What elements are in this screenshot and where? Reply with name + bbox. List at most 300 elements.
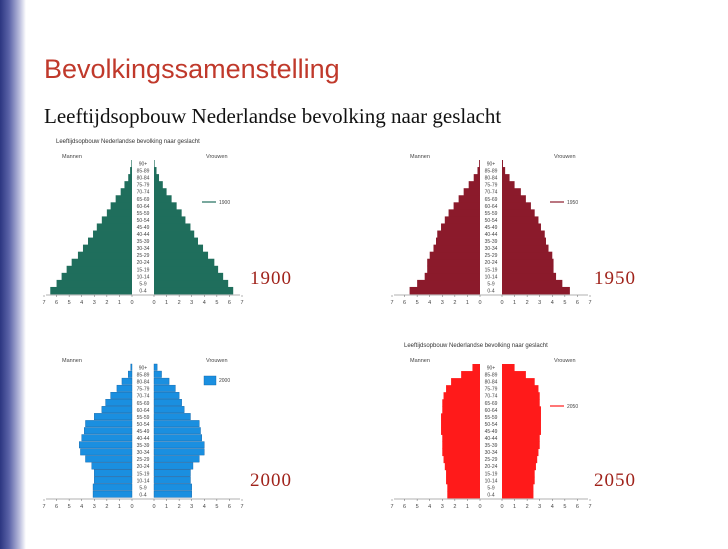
- legend-label: 2000: [219, 378, 231, 384]
- bar-men-50-54: [445, 216, 480, 223]
- bar-men-25-29: [444, 456, 480, 463]
- bar-men-85-89: [461, 371, 480, 378]
- x-tick-label: 5: [215, 300, 219, 306]
- x-tick-label: 5: [415, 300, 419, 306]
- age-label: 50-54: [136, 217, 150, 224]
- age-label: 60-64: [136, 407, 150, 414]
- x-tick-label: 0: [130, 504, 134, 510]
- age-label: 70-74: [484, 189, 498, 196]
- x-tick-label: 2: [453, 300, 457, 306]
- bar-men-25-29: [430, 252, 480, 259]
- bar-women-80-84: [502, 174, 510, 181]
- bar-women-30-34: [154, 449, 204, 455]
- x-tick-label: 5: [563, 504, 567, 510]
- bar-men-15-19: [427, 266, 480, 273]
- bar-men-80-84: [122, 378, 132, 384]
- bar-women-10-14: [154, 477, 190, 483]
- x-tick-label: 4: [550, 300, 554, 306]
- age-label: 30-34: [484, 246, 498, 253]
- age-label: 0-4: [487, 288, 495, 295]
- bar-women-45-49: [502, 427, 541, 434]
- bar-men-90+: [131, 364, 132, 370]
- bar-women-5-9: [502, 280, 562, 287]
- x-tick-label: 3: [440, 504, 444, 510]
- bar-men-60-64: [454, 202, 480, 209]
- bar-men-55-59: [94, 413, 132, 419]
- bar-women-80-84: [154, 174, 159, 181]
- bar-men-15-19: [446, 470, 480, 477]
- bar-men-20-24: [445, 463, 480, 470]
- age-label: 55-59: [136, 210, 150, 217]
- age-label: 30-34: [484, 450, 498, 457]
- age-label: 85-89: [136, 168, 150, 175]
- bar-men-40-44: [82, 435, 132, 441]
- bar-women-70-74: [502, 188, 521, 195]
- bar-women-5-9: [154, 280, 228, 287]
- bar-men-45-49: [441, 223, 480, 230]
- age-label: 10-14: [136, 274, 150, 281]
- bar-men-70-74: [111, 392, 132, 398]
- bar-women-20-24: [502, 463, 536, 470]
- bar-men-75-79: [446, 385, 480, 392]
- women-label: Vrouwen: [206, 154, 228, 160]
- pyramid-chart-1900: [44, 134, 242, 318]
- x-tick-label: 0: [478, 300, 482, 306]
- age-label: 65-69: [484, 400, 498, 407]
- x-tick-label: 7: [240, 300, 244, 306]
- x-tick-label: 4: [428, 300, 432, 306]
- bar-men-85-89: [130, 167, 132, 174]
- age-label: 65-69: [484, 196, 498, 203]
- age-label: 45-49: [484, 224, 498, 231]
- x-tick-label: 6: [55, 504, 59, 510]
- bar-women-15-19: [154, 266, 218, 273]
- x-tick-label: 0: [500, 504, 504, 510]
- age-label: 70-74: [136, 189, 150, 196]
- age-label: 15-19: [484, 267, 498, 274]
- x-tick-label: 7: [42, 300, 46, 306]
- x-tick-label: 0: [478, 504, 482, 510]
- age-label: 35-39: [136, 443, 150, 450]
- age-label: 25-29: [136, 457, 150, 464]
- age-label: 75-79: [484, 386, 498, 393]
- x-tick-label: 3: [92, 504, 96, 510]
- bar-women-85-89: [154, 167, 157, 174]
- bar-women-50-54: [154, 420, 199, 426]
- x-tick-label: 1: [117, 504, 121, 510]
- bar-men-70-74: [121, 188, 132, 195]
- x-tick-label: 1: [465, 504, 469, 510]
- bar-women-60-64: [502, 202, 531, 209]
- age-label: 50-54: [136, 421, 150, 428]
- bar-women-20-24: [154, 259, 214, 266]
- x-tick-label: 2: [453, 504, 457, 510]
- bar-women-40-44: [154, 435, 202, 441]
- legend-label: 1950: [567, 200, 579, 206]
- age-label: 75-79: [136, 386, 150, 393]
- bar-men-90+: [472, 364, 480, 371]
- age-label: 20-24: [484, 260, 498, 267]
- bar-women-0-4: [502, 287, 570, 294]
- age-label: 55-59: [136, 414, 150, 421]
- bar-women-55-59: [502, 209, 535, 216]
- bar-women-75-79: [154, 181, 163, 188]
- bar-men-0-4: [50, 287, 132, 294]
- age-label: 55-59: [484, 210, 498, 217]
- bar-men-25-29: [85, 456, 132, 462]
- bar-women-5-9: [154, 484, 192, 490]
- age-label: 0-4: [487, 492, 495, 499]
- bar-men-15-19: [67, 266, 132, 273]
- age-label: 60-64: [484, 407, 498, 414]
- bar-women-10-14: [502, 477, 535, 484]
- bar-men-50-54: [441, 420, 480, 427]
- age-label: 45-49: [484, 428, 498, 435]
- bar-men-70-74: [444, 392, 480, 399]
- bar-women-70-74: [154, 188, 167, 195]
- bar-women-15-19: [502, 470, 535, 477]
- pyramid-chart-2050: [392, 338, 590, 522]
- bar-women-15-19: [502, 266, 554, 273]
- bar-women-50-54: [502, 420, 541, 427]
- x-tick-label: 6: [227, 300, 231, 306]
- bar-women-25-29: [502, 456, 537, 463]
- age-label: 85-89: [484, 168, 498, 175]
- x-tick-label: 1: [165, 300, 169, 306]
- bar-women-20-24: [502, 259, 554, 266]
- bar-men-0-4: [93, 491, 132, 497]
- men-label: Mannen: [62, 154, 82, 160]
- age-label: 35-39: [484, 443, 498, 450]
- bar-women-55-59: [502, 413, 541, 420]
- pyramid-chart-2000: [44, 338, 242, 522]
- age-label: 75-79: [136, 182, 150, 189]
- x-tick-label: 3: [190, 504, 194, 510]
- bar-women-60-64: [154, 406, 184, 412]
- bar-men-10-14: [446, 477, 480, 484]
- age-label: 15-19: [136, 471, 150, 478]
- bar-men-60-64: [102, 406, 132, 412]
- x-tick-label: 2: [525, 300, 529, 306]
- x-tick-label: 6: [227, 504, 231, 510]
- bar-men-40-44: [437, 231, 480, 238]
- x-tick-label: 5: [67, 300, 71, 306]
- age-label: 60-64: [484, 203, 498, 210]
- bar-men-50-54: [85, 420, 132, 426]
- bar-women-85-89: [502, 167, 505, 174]
- bar-women-60-64: [154, 202, 177, 209]
- bar-women-85-89: [502, 371, 526, 378]
- x-tick-label: 0: [152, 504, 156, 510]
- bar-men-20-24: [72, 259, 132, 266]
- bar-women-55-59: [154, 413, 190, 419]
- women-label: Vrouwen: [206, 358, 228, 364]
- bar-men-35-39: [436, 238, 480, 245]
- bar-women-30-34: [502, 245, 549, 252]
- x-tick-label: 7: [390, 300, 394, 306]
- x-tick-label: 0: [130, 300, 134, 306]
- bar-men-20-24: [427, 259, 480, 266]
- bar-men-15-19: [94, 470, 132, 476]
- bar-women-25-29: [154, 252, 208, 259]
- men-label: Mannen: [62, 358, 82, 364]
- age-label: 40-44: [484, 436, 498, 443]
- bar-women-40-44: [502, 231, 545, 238]
- age-label: 80-84: [484, 379, 498, 386]
- x-tick-label: 7: [588, 300, 592, 306]
- bar-men-40-44: [93, 231, 132, 238]
- bar-men-40-44: [442, 435, 480, 442]
- bar-women-25-29: [502, 252, 552, 259]
- bar-women-60-64: [502, 406, 541, 413]
- age-label: 45-49: [136, 224, 150, 231]
- age-label: 10-14: [484, 274, 498, 281]
- bar-men-5-9: [57, 280, 132, 287]
- x-tick-label: 7: [588, 504, 592, 510]
- bar-men-30-34: [442, 449, 480, 456]
- age-label: 20-24: [484, 464, 498, 471]
- bar-women-25-29: [154, 456, 199, 462]
- bar-men-80-84: [451, 378, 480, 385]
- year-label-1900: 1900: [250, 268, 292, 289]
- bar-men-5-9: [447, 484, 480, 491]
- bar-women-80-84: [502, 378, 535, 385]
- bar-women-40-44: [502, 435, 540, 442]
- age-label: 35-39: [136, 239, 150, 246]
- bar-women-75-79: [154, 385, 175, 391]
- age-label: 30-34: [136, 246, 150, 253]
- bar-women-65-69: [502, 195, 526, 202]
- age-label: 25-29: [484, 457, 498, 464]
- bar-women-75-79: [502, 181, 515, 188]
- year-label-2000: 2000: [250, 470, 292, 491]
- bar-men-20-24: [92, 463, 132, 469]
- x-tick-label: 5: [415, 504, 419, 510]
- bar-men-35-39: [442, 442, 480, 449]
- bar-women-0-4: [154, 287, 233, 294]
- bar-women-45-49: [154, 427, 201, 433]
- year-label-2050: 2050: [594, 470, 636, 491]
- bar-men-0-4: [410, 287, 480, 294]
- bar-women-10-14: [154, 273, 223, 280]
- age-label: 70-74: [136, 393, 150, 400]
- x-tick-label: 2: [525, 504, 529, 510]
- x-tick-label: 4: [202, 504, 206, 510]
- age-label: 15-19: [136, 267, 150, 274]
- bar-women-40-44: [154, 231, 194, 238]
- age-label: 50-54: [484, 217, 498, 224]
- x-tick-label: 0: [152, 300, 156, 306]
- age-label: 65-69: [136, 400, 150, 407]
- age-label: 30-34: [136, 450, 150, 457]
- slide-subtitle: Leeftijdsopbouw Nederlandse bevolking naar geslacht: [44, 104, 502, 128]
- age-label: 80-84: [136, 175, 150, 182]
- bar-women-35-39: [154, 238, 198, 245]
- bar-men-80-84: [474, 174, 480, 181]
- x-tick-label: 2: [177, 300, 181, 306]
- x-tick-label: 0: [500, 300, 504, 306]
- bar-women-75-79: [502, 385, 538, 392]
- bar-women-90+: [154, 364, 157, 370]
- x-tick-label: 5: [563, 300, 567, 306]
- bar-women-20-24: [154, 463, 193, 469]
- x-tick-label: 3: [538, 300, 542, 306]
- age-label: 80-84: [136, 379, 150, 386]
- bar-men-25-29: [78, 252, 132, 259]
- bar-men-75-79: [124, 181, 132, 188]
- legend-label: 2050: [567, 404, 579, 410]
- x-tick-label: 2: [105, 504, 109, 510]
- bar-men-65-69: [116, 195, 132, 202]
- bar-men-35-39: [79, 442, 132, 448]
- x-tick-label: 2: [105, 300, 109, 306]
- age-label: 5-9: [487, 281, 495, 288]
- x-tick-label: 6: [403, 300, 407, 306]
- bar-men-65-69: [442, 399, 480, 406]
- age-label: 45-49: [136, 428, 150, 435]
- age-label: 5-9: [139, 281, 147, 288]
- bar-men-45-49: [97, 223, 132, 230]
- x-tick-label: 1: [513, 504, 517, 510]
- bar-women-0-4: [502, 491, 533, 498]
- bar-men-30-34: [433, 245, 480, 252]
- bar-men-45-49: [441, 427, 480, 434]
- women-label: Vrouwen: [554, 358, 576, 364]
- legend-label: 1900: [219, 200, 231, 206]
- age-label: 0-4: [139, 492, 147, 499]
- bar-women-90+: [502, 364, 515, 371]
- age-label: 50-54: [484, 421, 498, 428]
- women-label: Vrouwen: [554, 154, 576, 160]
- bar-women-70-74: [154, 392, 179, 398]
- age-label: 75-79: [484, 182, 498, 189]
- x-tick-label: 4: [428, 504, 432, 510]
- x-tick-label: 7: [390, 504, 394, 510]
- bar-women-35-39: [502, 442, 540, 449]
- age-label: 90+: [486, 161, 496, 168]
- age-label: 85-89: [484, 372, 498, 379]
- age-label: 90+: [138, 161, 148, 168]
- bar-women-85-89: [154, 371, 162, 377]
- age-label: 65-69: [136, 196, 150, 203]
- chart-title: Leeftijdsopbouw Nederlandse bevolking naar geslacht: [56, 139, 200, 145]
- bar-women-45-49: [502, 223, 541, 230]
- bar-men-90+: [479, 160, 480, 167]
- bar-men-35-39: [88, 238, 132, 245]
- bar-women-5-9: [502, 484, 533, 491]
- x-tick-label: 4: [80, 504, 84, 510]
- x-tick-label: 3: [440, 300, 444, 306]
- bar-women-35-39: [502, 238, 546, 245]
- bar-men-75-79: [469, 181, 480, 188]
- age-label: 85-89: [136, 372, 150, 379]
- x-tick-label: 6: [403, 504, 407, 510]
- bar-women-55-59: [154, 209, 182, 216]
- bar-women-65-69: [154, 399, 182, 405]
- age-label: 80-84: [484, 175, 498, 182]
- age-label: 10-14: [136, 478, 150, 485]
- bar-women-15-19: [154, 470, 190, 476]
- bar-women-35-39: [154, 442, 204, 448]
- bar-men-55-59: [449, 209, 480, 216]
- bar-women-80-84: [154, 378, 169, 384]
- age-label: 55-59: [484, 414, 498, 421]
- age-label: 90+: [138, 365, 148, 372]
- x-tick-label: 3: [538, 504, 542, 510]
- bar-men-10-14: [62, 273, 132, 280]
- bar-men-70-74: [464, 188, 480, 195]
- bar-women-50-54: [502, 216, 538, 223]
- bar-women-30-34: [154, 245, 203, 252]
- x-tick-label: 1: [117, 300, 121, 306]
- x-tick-label: 2: [177, 504, 181, 510]
- age-label: 35-39: [484, 239, 498, 246]
- bar-women-70-74: [502, 392, 540, 399]
- bar-women-65-69: [502, 399, 540, 406]
- x-tick-label: 6: [575, 300, 579, 306]
- bar-men-5-9: [93, 484, 132, 490]
- bar-women-90+: [502, 160, 503, 167]
- bar-women-65-69: [154, 195, 172, 202]
- bar-men-10-14: [94, 477, 132, 483]
- men-label: Mannen: [410, 154, 430, 160]
- age-label: 5-9: [139, 485, 147, 492]
- x-tick-label: 7: [240, 504, 244, 510]
- x-tick-label: 6: [575, 504, 579, 510]
- age-label: 90+: [486, 365, 496, 372]
- men-label: Mannen: [410, 358, 430, 364]
- bar-men-0-4: [447, 491, 480, 498]
- bar-men-5-9: [417, 280, 480, 287]
- slide-title: Bevolkingssamenstelling: [44, 54, 340, 84]
- bar-men-80-84: [128, 174, 132, 181]
- pyramid-chart-1950: [392, 134, 590, 318]
- bar-men-45-49: [84, 427, 132, 433]
- bar-men-60-64: [442, 406, 480, 413]
- bar-men-90+: [131, 160, 132, 167]
- age-label: 40-44: [136, 232, 150, 239]
- age-label: 40-44: [484, 232, 498, 239]
- bar-women-90+: [154, 160, 155, 167]
- x-tick-label: 4: [80, 300, 84, 306]
- bar-men-65-69: [106, 399, 132, 405]
- bar-women-45-49: [154, 223, 190, 230]
- year-label-1950: 1950: [594, 268, 636, 289]
- age-label: 20-24: [136, 260, 150, 267]
- decorative-side-bar: [0, 0, 26, 549]
- x-tick-label: 1: [465, 300, 469, 306]
- age-label: 25-29: [484, 253, 498, 260]
- bar-men-65-69: [459, 195, 480, 202]
- age-label: 60-64: [136, 203, 150, 210]
- x-tick-label: 1: [165, 504, 169, 510]
- age-label: 70-74: [484, 393, 498, 400]
- bar-women-50-54: [154, 216, 185, 223]
- bar-women-0-4: [154, 491, 192, 497]
- bar-men-60-64: [111, 202, 132, 209]
- bar-men-55-59: [441, 413, 480, 420]
- x-tick-label: 6: [55, 300, 59, 306]
- bar-men-75-79: [117, 385, 132, 391]
- age-label: 10-14: [484, 478, 498, 485]
- x-tick-label: 4: [550, 504, 554, 510]
- x-tick-label: 3: [92, 300, 96, 306]
- bar-men-85-89: [477, 167, 480, 174]
- bar-women-30-34: [502, 449, 538, 456]
- x-tick-label: 3: [190, 300, 194, 306]
- age-label: 25-29: [136, 253, 150, 260]
- age-label: 15-19: [484, 471, 498, 478]
